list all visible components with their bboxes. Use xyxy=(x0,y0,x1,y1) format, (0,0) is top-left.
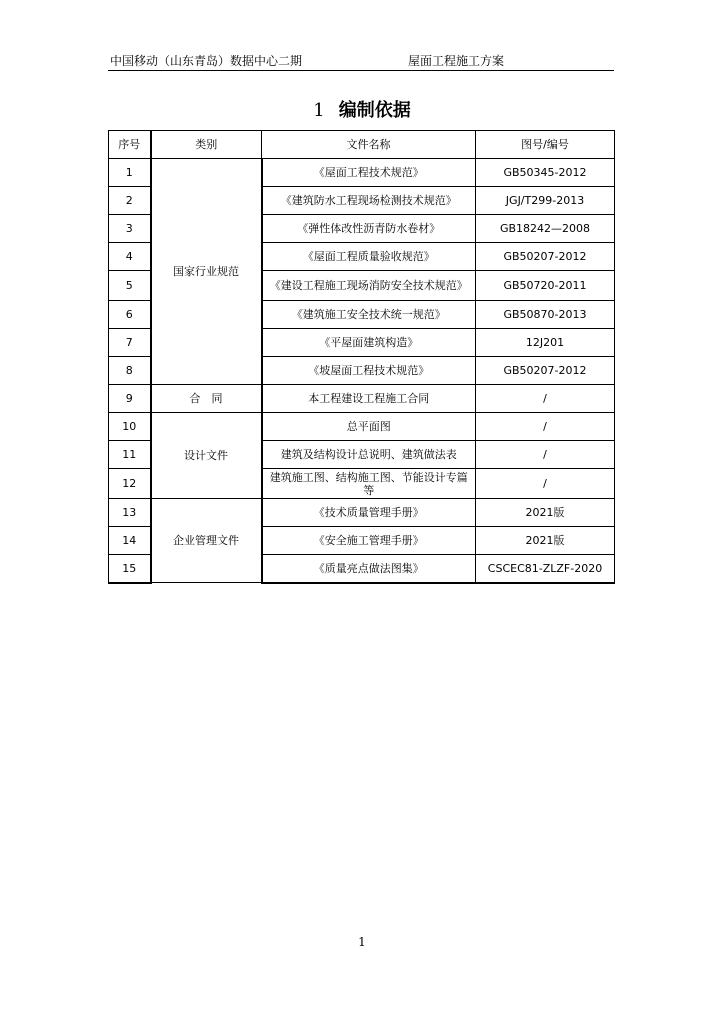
row-seq: 6 xyxy=(109,301,151,329)
section-title-text: 编制依据 xyxy=(338,100,411,121)
row-seq: 10 xyxy=(109,413,151,441)
table-row xyxy=(109,413,615,441)
page-header xyxy=(108,52,614,71)
row-seq: 15 xyxy=(109,555,151,583)
row-seq: 9 xyxy=(109,385,151,413)
row-code: GB50870-2013 xyxy=(476,301,615,329)
row-file-name: 《安全施工管理手册》 xyxy=(262,527,476,555)
row-file-name: 《弹性体改性沥青防水卷材》 xyxy=(262,215,476,243)
row-file-name: 《坡屋面工程技术规范》 xyxy=(262,357,476,385)
row-file-name: 总平面图 xyxy=(262,413,476,441)
row-file-name: 本工程建设工程施工合同 xyxy=(262,385,476,413)
category-contract: 合 同 xyxy=(151,385,262,413)
row-file-name: 《建筑防水工程现场检测技术规范》 xyxy=(262,187,476,215)
row-code: / xyxy=(476,441,615,469)
row-seq: 3 xyxy=(109,215,151,243)
row-file-name: 《技术质量管理手册》 xyxy=(262,499,476,527)
category-design: 设计文件 xyxy=(151,413,262,499)
category-enterprise: 企业管理文件 xyxy=(151,499,262,583)
row-file-name: 建筑及结构设计总说明、建筑做法表 xyxy=(262,441,476,469)
row-seq: 11 xyxy=(109,441,151,469)
section-number: 1 xyxy=(313,100,325,121)
column-header-seq: 序号 xyxy=(109,131,151,159)
page-number: 1 xyxy=(358,935,366,949)
table-row xyxy=(109,385,615,413)
category-national: 国家行业规范 xyxy=(151,159,262,385)
header-project-name: 中国移动（山东青岛）数据中心二期 xyxy=(110,54,303,68)
row-file-name: 建筑施工图、结构施工图、节能设计专篇等 xyxy=(262,469,476,499)
section-title xyxy=(0,96,724,122)
row-code: / xyxy=(476,385,615,413)
row-code: GB50720-2011 xyxy=(476,271,615,301)
row-code: GB50207-2012 xyxy=(476,243,615,271)
row-file-name: 《平屋面建筑构造》 xyxy=(262,329,476,357)
row-code: JGJ/T299-2013 xyxy=(476,187,615,215)
row-code: GB50207-2012 xyxy=(476,357,615,385)
column-header-code: 图号/编号 xyxy=(476,131,615,159)
table-header-row xyxy=(109,131,615,159)
row-file-name: 《屋面工程技术规范》 xyxy=(262,159,476,187)
row-code: CSCEC81-ZLZF-2020 xyxy=(476,555,615,583)
row-code: / xyxy=(476,469,615,499)
row-file-name: 《建设工程施工现场消防安全技术规范》 xyxy=(262,271,476,301)
row-code: GB50345-2012 xyxy=(476,159,615,187)
row-code: / xyxy=(476,413,615,441)
row-file-name: 《屋面工程质量验收规范》 xyxy=(262,243,476,271)
table-row xyxy=(109,499,615,527)
row-seq: 8 xyxy=(109,357,151,385)
column-header-file-name: 文件名称 xyxy=(262,131,476,159)
row-file-name: 《建筑施工安全技术统一规范》 xyxy=(262,301,476,329)
column-header-category: 类别 xyxy=(151,131,262,159)
row-code: 2021版 xyxy=(476,527,615,555)
row-seq: 12 xyxy=(109,469,151,499)
row-file-name: 《质量亮点做法图集》 xyxy=(262,555,476,583)
row-code: GB18242—2008 xyxy=(476,215,615,243)
row-code: 2021版 xyxy=(476,499,615,527)
row-seq: 1 xyxy=(109,159,151,187)
row-seq: 4 xyxy=(109,243,151,271)
row-seq: 7 xyxy=(109,329,151,357)
row-code: 12J201 xyxy=(476,329,615,357)
header-document-name: 屋面工程施工方案 xyxy=(408,54,505,68)
basis-table xyxy=(108,130,615,584)
row-seq: 13 xyxy=(109,499,151,527)
table-row xyxy=(109,159,615,187)
row-seq: 2 xyxy=(109,187,151,215)
row-seq: 5 xyxy=(109,271,151,301)
row-seq: 14 xyxy=(109,527,151,555)
